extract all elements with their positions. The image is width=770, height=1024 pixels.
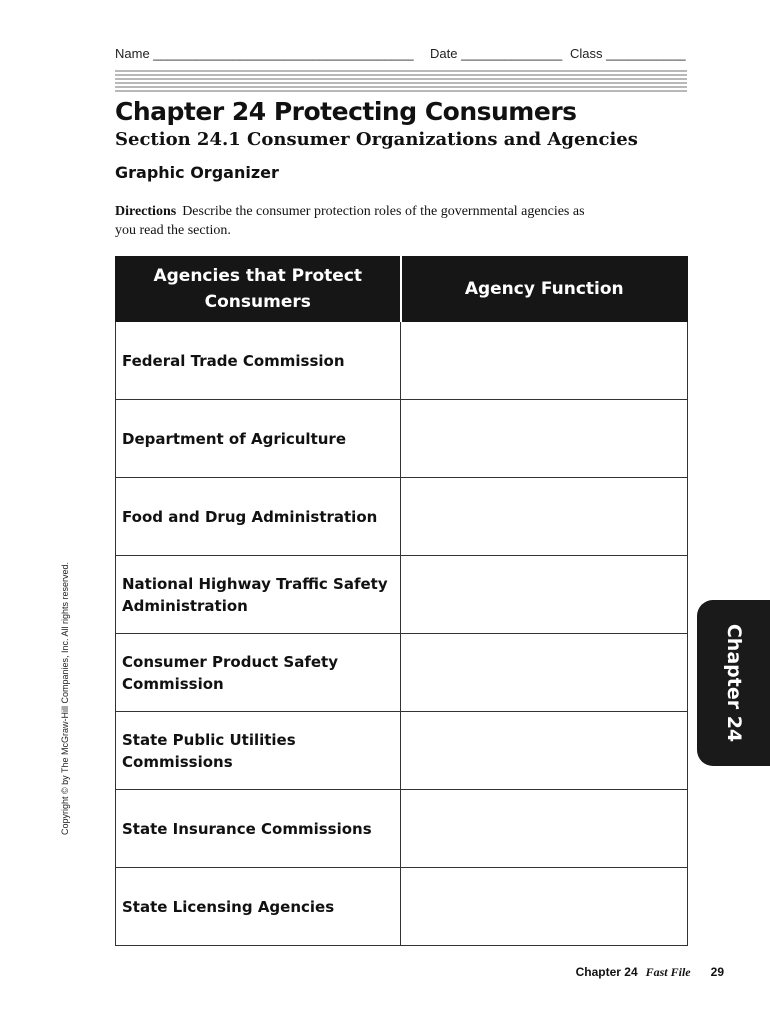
name-field[interactable]: Name ____________________________________ — [115, 46, 414, 61]
agency-name: State Public Utilities Commissions — [116, 712, 401, 790]
section-title: Section 24.1 Consumer Organizations and Agencies — [115, 129, 638, 150]
student-info-line — [115, 44, 687, 64]
table-row — [116, 322, 688, 400]
class-field[interactable]: Class ___________ — [570, 46, 686, 61]
directions-lead: Directions — [115, 204, 177, 219]
agency-function-cell[interactable] — [401, 478, 688, 556]
date-field[interactable]: Date ______________ — [430, 46, 563, 61]
agency-function-cell[interactable] — [401, 634, 688, 712]
table-row — [116, 868, 688, 946]
header-rule — [115, 70, 687, 92]
footer-book: Fast File — [645, 965, 691, 979]
header-agencies: Agencies that Protect Consumers — [116, 257, 401, 322]
table-row — [116, 556, 688, 634]
organizer-label: Graphic Organizer — [115, 163, 279, 182]
directions-text: Describe the consumer protection roles of the governmental agencies as you read the section. — [115, 204, 585, 238]
agency-name: Department of Agriculture — [116, 400, 401, 478]
agency-function-cell[interactable] — [401, 712, 688, 790]
table-row — [116, 634, 688, 712]
agency-function-cell[interactable] — [401, 868, 688, 946]
footer-chapter: Chapter 24 — [575, 965, 638, 979]
agency-name: Food and Drug Administration — [116, 478, 401, 556]
table-header-row — [116, 257, 688, 322]
header-function: Agency Function — [401, 257, 688, 322]
agency-name: Federal Trade Commission — [116, 322, 401, 400]
table-row — [116, 478, 688, 556]
table-row — [116, 790, 688, 868]
agency-name: State Licensing Agencies — [116, 868, 401, 946]
agency-function-cell[interactable] — [401, 556, 688, 634]
table-row — [116, 400, 688, 478]
chapter-title: Chapter 24 Protecting Consumers — [115, 97, 577, 126]
page-footer — [576, 965, 724, 980]
chapter-tab-label: Chapter 24 — [722, 623, 745, 743]
agency-name: State Insurance Commissions — [116, 790, 401, 868]
agency-function-cell[interactable] — [401, 322, 688, 400]
agency-function-cell[interactable] — [401, 790, 688, 868]
agency-name: National Highway Traffic Safety Administration — [116, 556, 401, 634]
copyright-notice: Copyright © by The McGraw-Hill Companies, Inc. All rights reserved. — [60, 561, 70, 835]
agency-function-cell[interactable] — [401, 400, 688, 478]
agency-name: Consumer Product Safety Commission — [116, 634, 401, 712]
chapter-side-tab — [697, 600, 770, 766]
page-number: 29 — [710, 965, 724, 979]
graphic-organizer-table — [115, 256, 688, 946]
directions — [115, 202, 585, 240]
table-row — [116, 712, 688, 790]
